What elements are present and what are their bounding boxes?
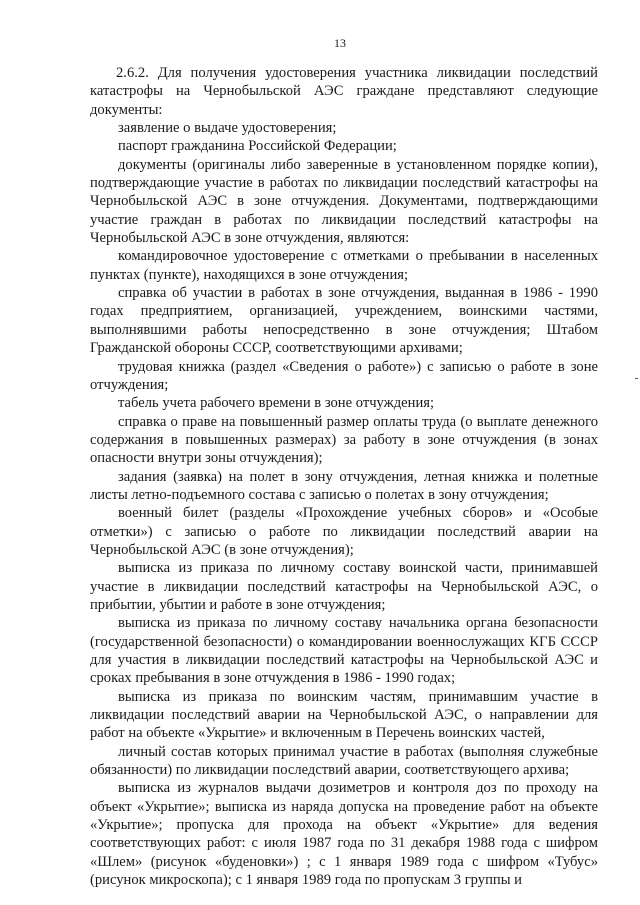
paragraph-intro: 2.6.2. Для получения удостоверения участника ликвидации последствий катастрофы на Чернобыльской АЭС граждане представляют следующие документы: bbox=[90, 65, 598, 118]
list-item-timesheet: табель учета рабочего времени в зоне отчуждения; bbox=[118, 395, 435, 412]
list-item-documents: документы (оригиналы либо заверенные в установленном порядке копии), подтверждающие участие в работах по ликвидации последствий катастрофы на Чернобыльской АЭС в зоне отчуждения. Документами, подтверждающими участие граждан в работах по ликвидации последствий катастрофы на Чернобыльской АЭС в зоне отчуждения, являются: bbox=[90, 156, 598, 247]
list-item-travel-certificate: командировочное удостоверение с отметками о пребывании в населенных пунктах (пункте), находящихся в зоне отчуждения; bbox=[90, 248, 598, 283]
list-item-military-id: военный билет (разделы «Прохождение учебных сборов» и «Особые отметки») с записью о работе по ликвидации последствий аварии на Чернобыльской АЭС (в зоне отчуждения); bbox=[90, 505, 598, 558]
document-body bbox=[90, 64, 598, 889]
list-item-employment-book: трудовая книжка (раздел «Сведения о работе») с записью о работе в зоне отчуждения; bbox=[90, 358, 598, 393]
list-item-shelter-order-extract: выписка из приказа по воинским частям, принимавшим участие в ликвидации последствий аварии на Чернобыльской АЭС, о направлении для работ на объекте «Укрытие» и включенным в Перечень воинских частей, bbox=[90, 688, 598, 742]
page-number: 13 bbox=[334, 36, 346, 50]
list-item-dosimeter-journal: выписка из журналов выдачи дозиметров и контроля доз по проходу на объект «Укрытие»; выписка из наряда допуска на проведение работ на объекте «Укрытие»; пропуска для прохода на объект «Укрытие» для ведения соответствующих работ: с июля 1987 года по 31 декабря 1988 года с шифром «Шлем» (рисунок «буденовки») ; с 1 января 1989 года с шифром «Тубус» (рисунок микроскопа); с 1 января 1989 года по пропускам 3 группы и bbox=[90, 780, 598, 889]
list-item-flight-tasks: задания (заявка) на полет в зону отчуждения, летная книжка и полетные листы летно-подъемного состава с записью о полетах в зону отчуждения; bbox=[90, 468, 598, 503]
list-item-personnel-archive: личный состав которых принимал участие в работах (выполняя служебные обязанности) по ликвидации последствий аварии, соответствующего архива; bbox=[90, 743, 598, 779]
list-item-unit-order-extract: выписка из приказа по личному составу воинской части, принимавшей участие в ликвидации последствий катастрофы на Чернобыльской АЭС, о прибытии, убытии и работе в зоне отчуждения; bbox=[90, 560, 598, 613]
list-item-pay-certificate: справка о праве на повышенный размер оплаты труда (о выплате денежного содержания в повышенных размерах) за работу в зоне отчуждения (в зонах опасности внутри зоны отчуждения); bbox=[90, 413, 598, 467]
scan-edge-mark bbox=[635, 378, 638, 379]
list-item-participation-certificate: справка об участии в работах в зоне отчуждения, выданная в 1986 - 1990 годах предприятием, организацией, учреждением, воинскими частями, выполнявшими работы непосредственно в зоне отчуждения; Штабом Гражданской обороны СССР, соответствующими архивами; bbox=[90, 285, 598, 357]
list-item-passport: паспорт гражданина Российской Федерации; bbox=[118, 138, 397, 155]
list-item-application: заявление о выдаче удостоверения; bbox=[118, 120, 337, 137]
list-item-security-order-extract: выписка из приказа по личному составу начальника органа безопасности (государственной безопасности) о командировании военнослужащих КГБ СССР для участия в ликвидации последствий катастрофы на Чернобыльской АЭС и сроках пребывания в зоне отчуждения в 1986 - 1990 годах; bbox=[90, 615, 598, 687]
